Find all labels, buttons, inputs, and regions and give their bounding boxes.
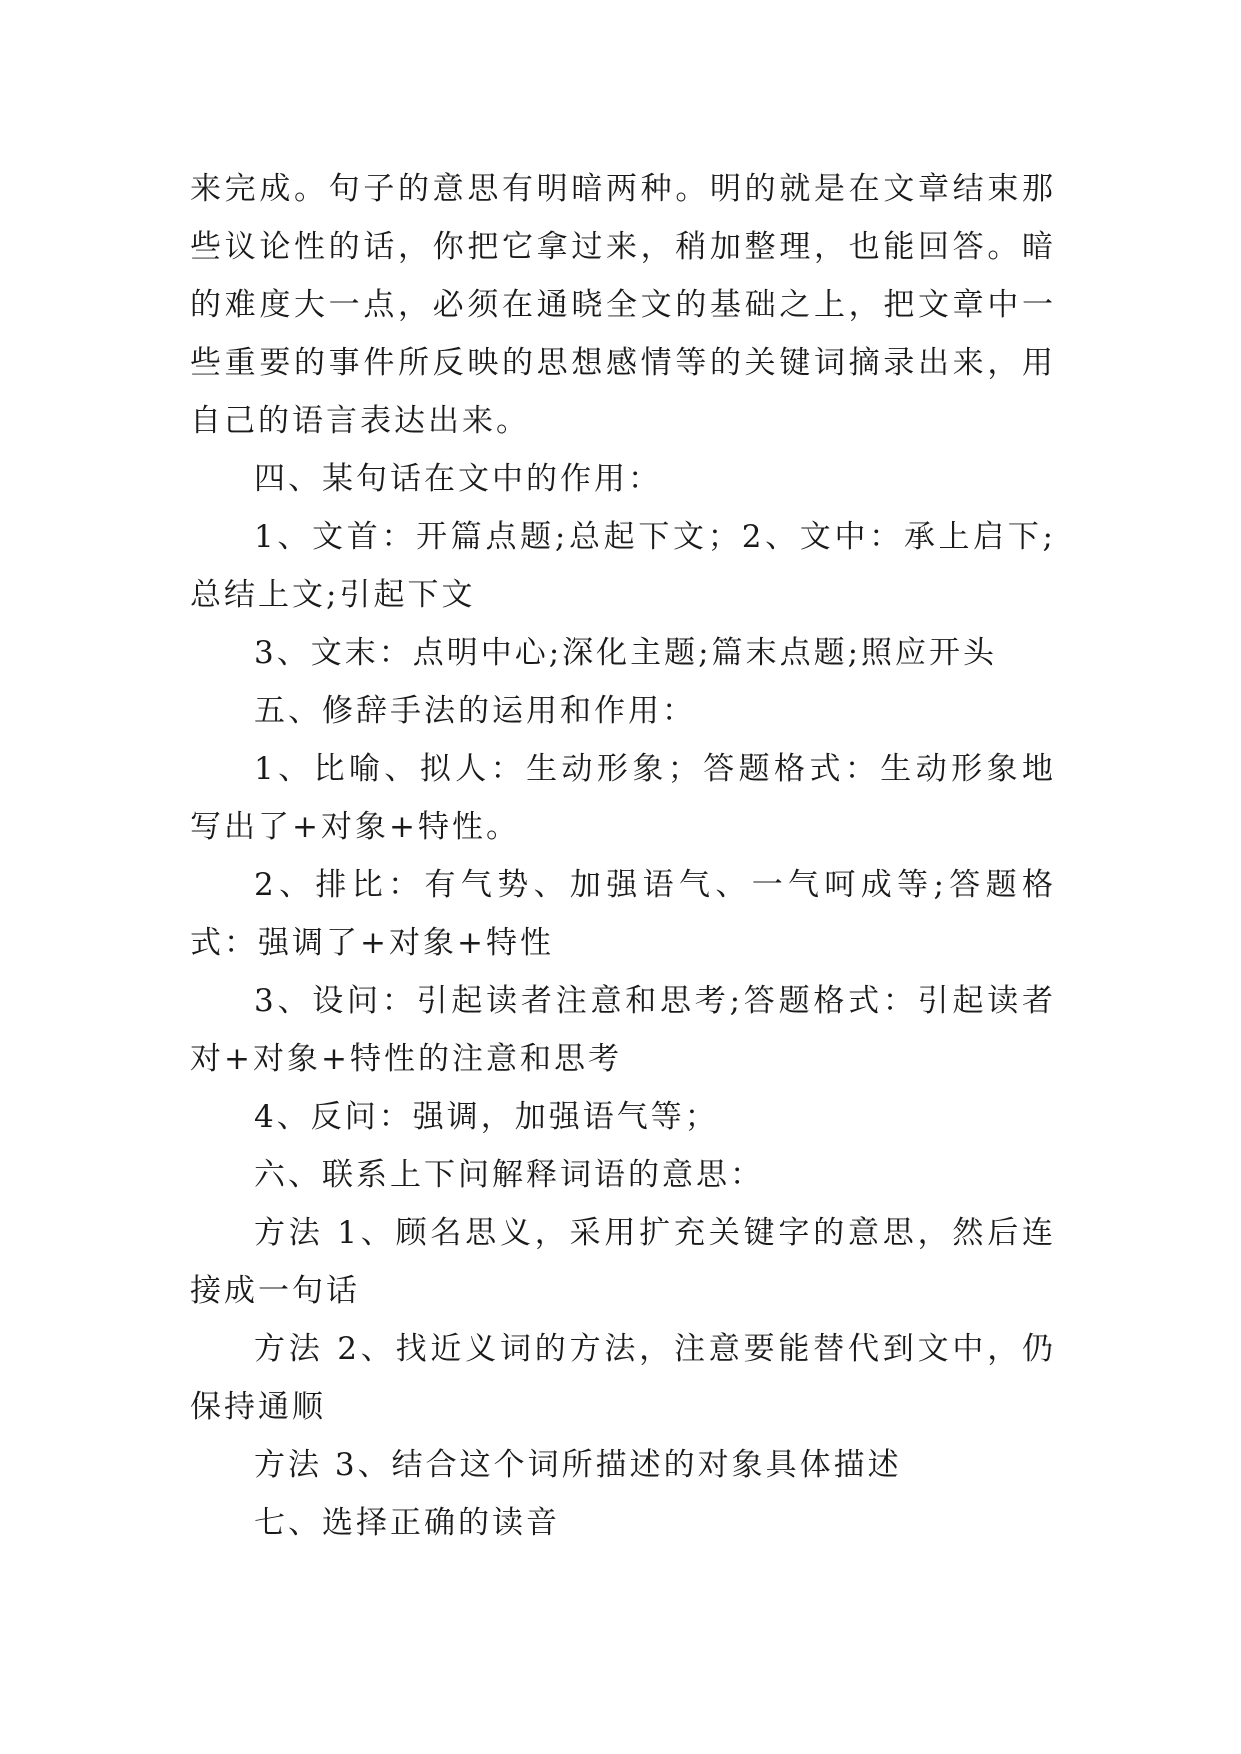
paragraph-item: 2、排比：有气势、加强语气、一气呵成等;答题格式：强调了+对象+特性 [190,867,1056,961]
paragraph-continuation: 来完成。句子的意思有明暗两种。明的就是在文章结束那些议论性的话，你把它拿过来，稍加整理，也能回答。暗的难度大一点，必须在通晓全文的基础之上，把文章中一些重要的事件所反映的思想感情等的关键词摘录出来，用自己的语言表达出来。 [190,171,1056,439]
paragraph-item: 1、文首：开篇点题;总起下文；2、文中：承上启下;总结上文;引起下文 [190,519,1056,613]
heading-section-4: 四、某句话在文中的作用： [254,461,662,497]
paragraph-item: 方法 3、结合这个词所描述的对象具体描述 [254,1447,902,1483]
paragraph-item: 1、比喻、拟人：生动形象；答题格式：生动形象地写出了+对象+特性。 [190,751,1056,845]
heading-section-5: 五、修辞手法的运用和作用： [254,693,696,729]
paragraph-item: 3、文末：点明中心;深化主题;篇末点题;照应开头 [254,635,998,671]
paragraph-item: 方法 2、找近义词的方法，注意要能替代到文中，仍保持通顺 [190,1331,1056,1425]
paragraph-item: 方法 1、顾名思义，采用扩充关键字的意思，然后连接成一句话 [190,1215,1056,1309]
document-body [190,160,1056,1552]
heading-section-6: 六、联系上下问解释词语的意思： [254,1157,764,1193]
paragraph-item: 3、设问：引起读者注意和思考;答题格式：引起读者对+对象+特性的注意和思考 [190,983,1056,1077]
paragraph-item: 4、反问：强调，加强语气等； [254,1099,719,1135]
heading-section-7: 七、选择正确的读音 [254,1505,560,1541]
